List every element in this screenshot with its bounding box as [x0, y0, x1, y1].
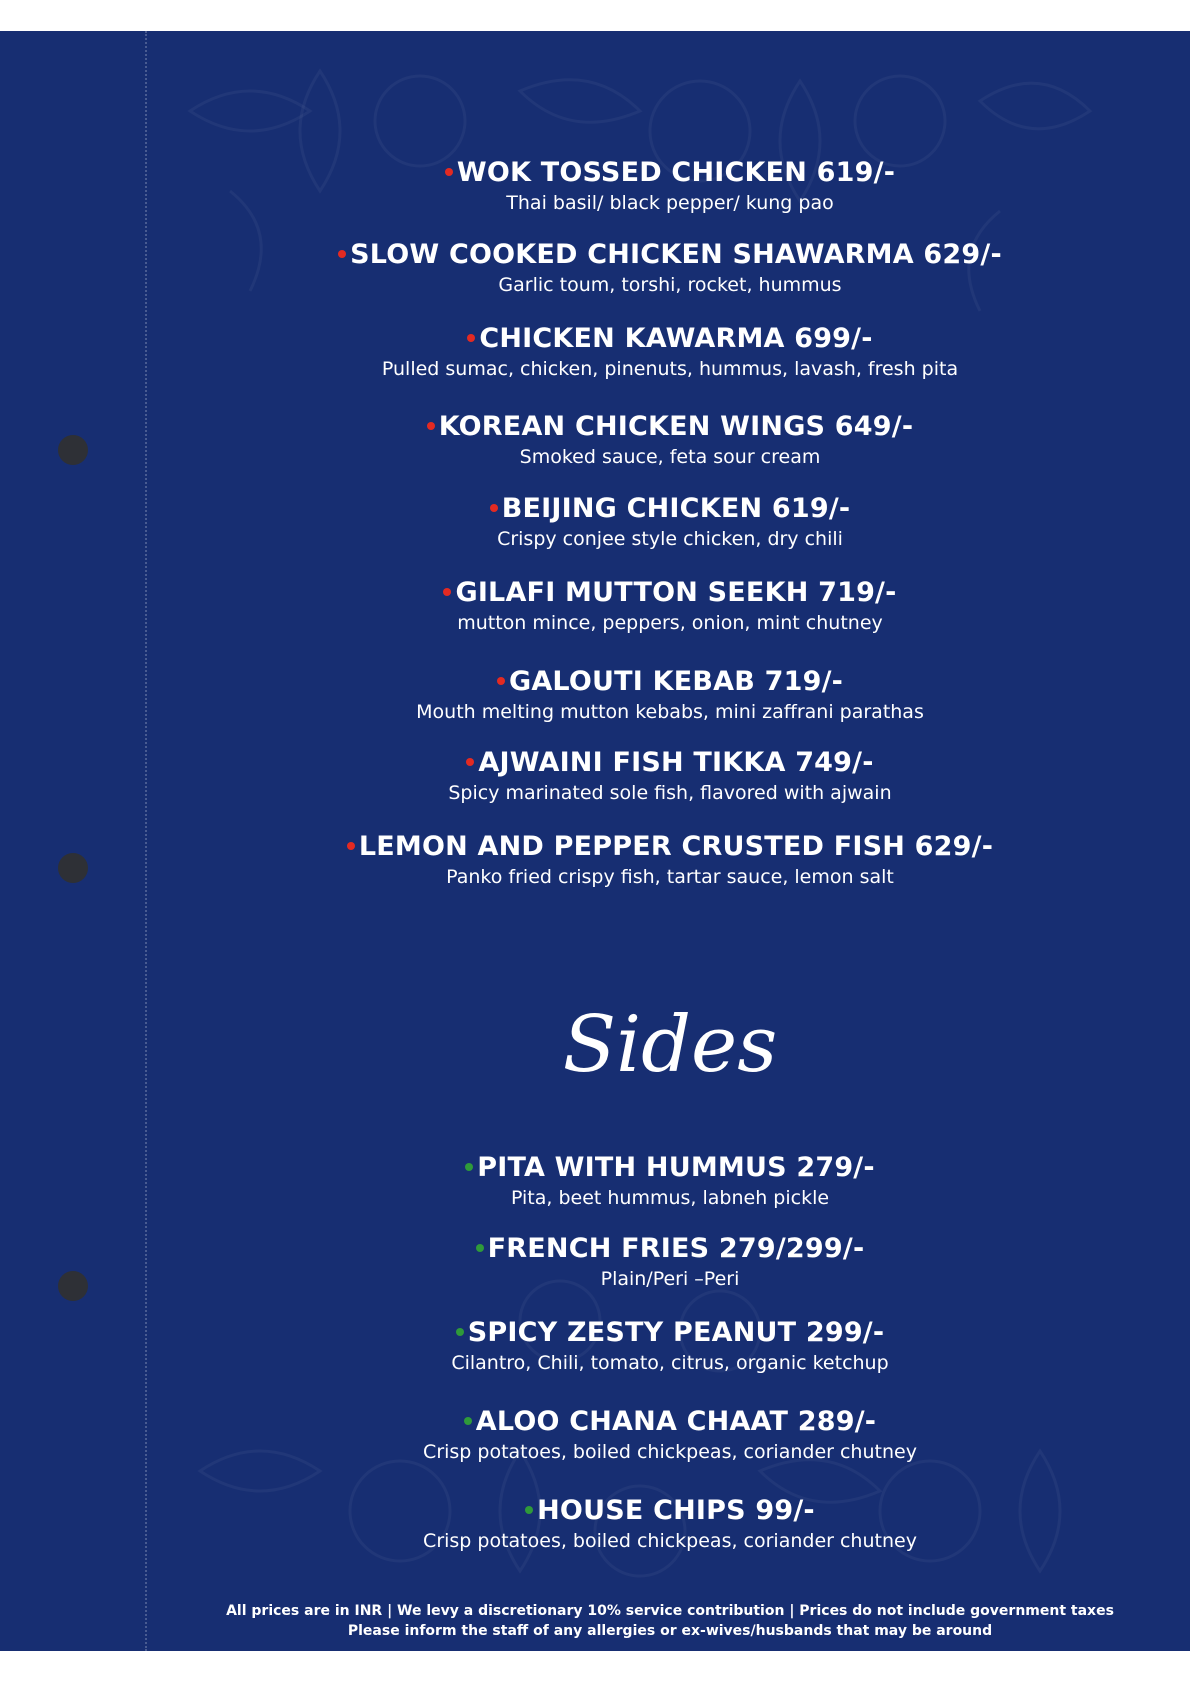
- menu-item-description: Panko fried crispy fish, tartar sauce, lemon salt: [446, 866, 894, 888]
- veg-dot-icon: [456, 1328, 464, 1336]
- menu-item-title: GILAFI MUTTON SEEKH 719/-: [150, 576, 1190, 610]
- binding-dotted-line: [145, 31, 147, 1651]
- menu-item-title: GALOUTI KEBAB 719/-: [150, 665, 1190, 699]
- non-veg-dot-icon: [443, 588, 451, 596]
- non-veg-dot-icon: [427, 422, 435, 430]
- menu-item-description: Thai basil/ black pepper/ kung pao: [506, 192, 834, 214]
- punch-hole: [58, 435, 88, 465]
- menu-item: [150, 1494, 1190, 1554]
- menu-item-title: LEMON AND PEPPER CRUSTED FISH 629/-: [150, 830, 1190, 864]
- menu-item-description: Crispy conjee style chicken, dry chili: [497, 528, 843, 550]
- footer-note: [150, 1601, 1190, 1641]
- menu-item: [150, 1316, 1190, 1376]
- footer-line: All prices are in INR | We levy a discretionary 10% service contribution | Prices do not include government taxes: [226, 1603, 1114, 1619]
- non-veg-dot-icon: [445, 168, 453, 176]
- menu-item-description: Mouth melting mutton kebabs, mini zaffrani parathas: [416, 701, 924, 723]
- menu-item: [150, 1232, 1190, 1292]
- menu-item: [150, 1151, 1190, 1211]
- menu-item-title: PITA WITH HUMMUS 279/-: [150, 1151, 1190, 1185]
- menu-item-description: Plain/Peri –Peri: [600, 1268, 740, 1290]
- sides-heading-text: Sides: [562, 1000, 778, 1090]
- non-veg-dot-icon: [347, 842, 355, 850]
- menu-item-title: CHICKEN KAWARMA 699/-: [150, 322, 1190, 356]
- punch-hole: [58, 853, 88, 883]
- non-veg-dot-icon: [338, 250, 346, 258]
- menu-item: [150, 830, 1190, 890]
- menu-item: [150, 665, 1190, 725]
- menu-item: [150, 576, 1190, 636]
- menu-item: [150, 238, 1190, 298]
- menu-item-description: Pita, beet hummus, labneh pickle: [510, 1187, 830, 1209]
- menu-item-title: ALOO CHANA CHAAT 289/-: [150, 1405, 1190, 1439]
- menu-item-title: HOUSE CHIPS 99/-: [150, 1494, 1190, 1528]
- sides-heading: [560, 986, 780, 1116]
- menu-item-title: SLOW COOKED CHICKEN SHAWARMA 629/-: [150, 238, 1190, 272]
- veg-dot-icon: [476, 1244, 484, 1252]
- menu-item-description: Spicy marinated sole fish, flavored with ajwain: [448, 782, 892, 804]
- menu-item-title: KOREAN CHICKEN WINGS 649/-: [150, 410, 1190, 444]
- non-veg-dot-icon: [490, 504, 498, 512]
- footer-line: Please inform the staff of any allergies or ex-wives/husbands that may be around: [347, 1623, 993, 1639]
- menu-item-title: AJWAINI FISH TIKKA 749/-: [150, 746, 1190, 780]
- menu-item-description: Garlic toum, torshi, rocket, hummus: [498, 274, 842, 296]
- veg-dot-icon: [464, 1417, 472, 1425]
- menu-item-description: Pulled sumac, chicken, pinenuts, hummus, lavash, fresh pita: [381, 358, 959, 380]
- menu-item-description: Crisp potatoes, boiled chickpeas, coriander chutney: [423, 1530, 917, 1552]
- non-veg-dot-icon: [467, 334, 475, 342]
- non-veg-dot-icon: [466, 758, 474, 766]
- menu-item-title: WOK TOSSED CHICKEN 619/-: [150, 156, 1190, 190]
- veg-dot-icon: [525, 1506, 533, 1514]
- menu-item: [150, 492, 1190, 552]
- menu-item: [150, 746, 1190, 806]
- menu-item-title: FRENCH FRIES 279/299/-: [150, 1232, 1190, 1266]
- menu-page: [0, 31, 1190, 1651]
- menu-item: [150, 156, 1190, 216]
- punch-hole: [58, 1271, 88, 1301]
- menu-item-description: Smoked sauce, feta sour cream: [519, 446, 821, 468]
- veg-dot-icon: [465, 1163, 473, 1171]
- menu-item: [150, 1405, 1190, 1465]
- menu-item-title: BEIJING CHICKEN 619/-: [150, 492, 1190, 526]
- menu-item-description: mutton mince, peppers, onion, mint chutney: [457, 612, 883, 634]
- non-veg-dot-icon: [497, 677, 505, 685]
- menu-item-title: SPICY ZESTY PEANUT 299/-: [150, 1316, 1190, 1350]
- menu-item-description: Cilantro, Chili, tomato, citrus, organic ketchup: [451, 1352, 889, 1374]
- menu-item: [150, 410, 1190, 470]
- menu-item-description: Crisp potatoes, boiled chickpeas, coriander chutney: [423, 1441, 917, 1463]
- menu-item: [150, 322, 1190, 382]
